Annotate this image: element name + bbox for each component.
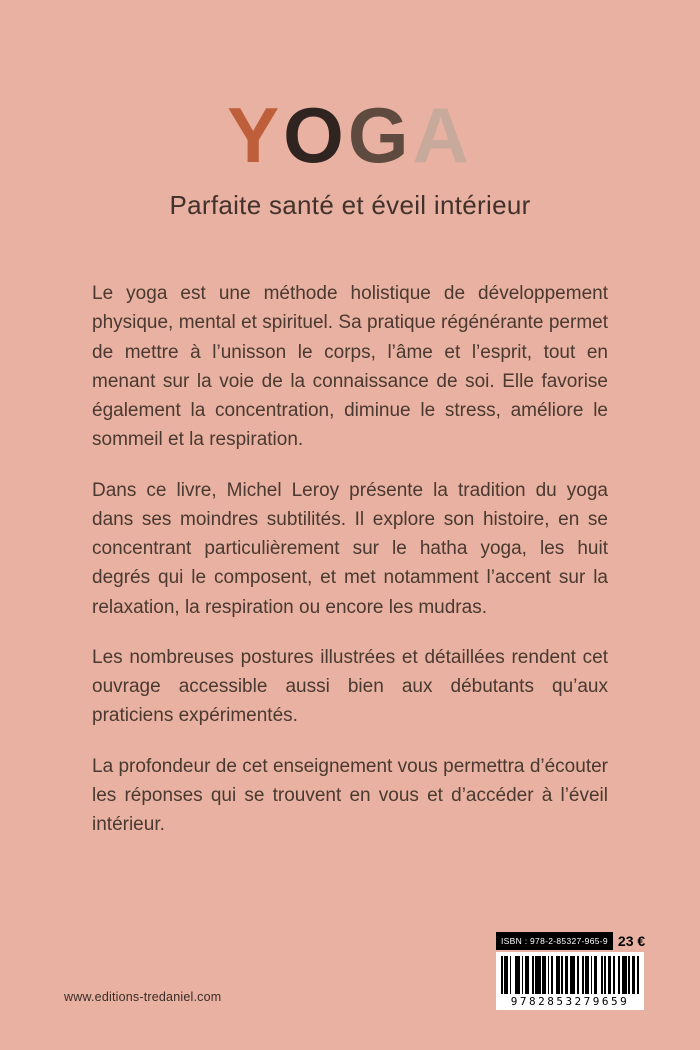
title-letter: O [283, 91, 348, 179]
price-label: 23 € [617, 933, 646, 949]
barcode-bars [501, 956, 639, 994]
paragraph: Le yoga est une méthode holistique de développement physique, mental et spirituel. Sa pratique régénérante permet de mettre à l’unisson le corps, l’âme et l’esprit, tout en menant sur la voie de la connaissance de soi. Elle favorise également la concentration, diminue le stress, améliore le sommeil et la respiration. [92, 283, 608, 451]
title-letter: A [412, 91, 473, 179]
paragraph: Dans ce livre, Michel Leroy présente la tradition du yoga dans ses moindres subtilités. Il explore son histoire, en se concentrant particulièrement sur le hatha yoga, les huit degrés qui le composent, et met notamment l’accent sur la relaxation, la respiration ou encore les mudras. [92, 479, 608, 618]
title-letter: G [347, 91, 413, 179]
isbn-row [496, 932, 644, 950]
barcode-number: 9782853279659 [510, 995, 630, 1008]
barcode-block [496, 932, 644, 1010]
body-text [92, 279, 608, 839]
title-letter: Y [227, 91, 284, 179]
paragraph: Les nombreuses postures illustrées et détaillées rendent cet ouvrage accessible aussi bien aux débutants qu’aux praticiens expérimentés. [92, 646, 608, 727]
publisher-website: www.editions-tredaniel.com [64, 990, 222, 1004]
isbn-label: ISBN : 978-2-85327-965-9 [496, 932, 613, 950]
book-title [0, 0, 700, 179]
book-subtitle: Parfaite santé et éveil intérieur [169, 190, 531, 220]
barcode-box [496, 952, 644, 1010]
paragraph: La profondeur de cet enseignement vous permettra d’écouter les réponses qui se trouvent en vous et d’accéder à l’éveil intérieur. [92, 755, 608, 835]
